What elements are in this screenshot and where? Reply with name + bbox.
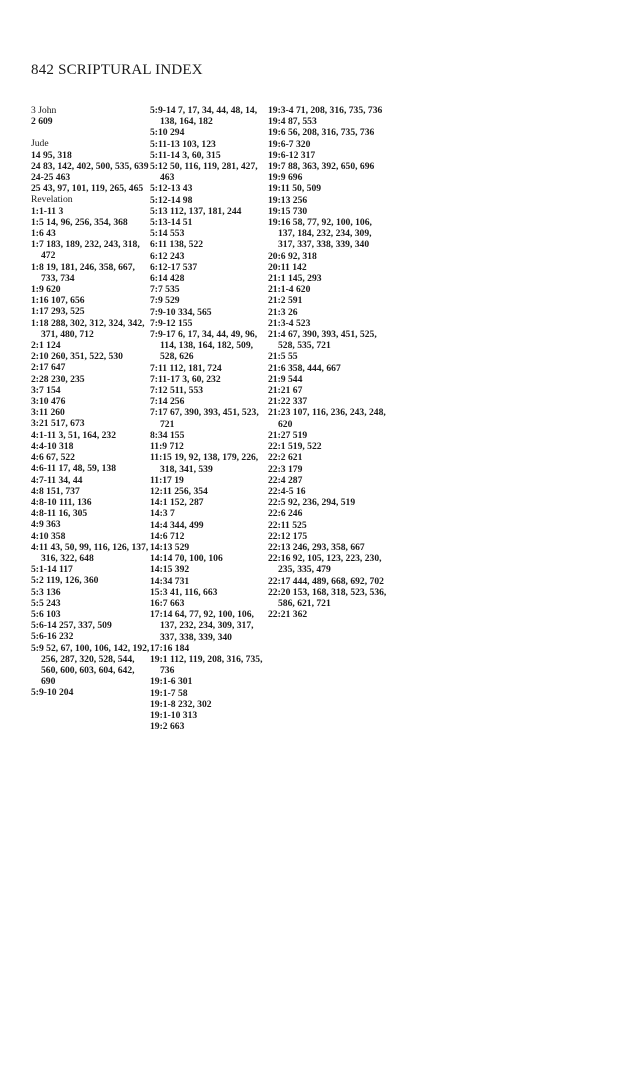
index-entry: 3:21 517, 673 <box>31 418 85 430</box>
index-entry: 21:9 544 <box>268 373 303 385</box>
index-entry: 21:1-4 620 <box>268 284 311 296</box>
index-entry: 14:13 529 <box>150 541 190 553</box>
index-entry: 21:1 145, 293 <box>268 273 322 285</box>
index-entry: 14:34 731 <box>150 575 190 587</box>
index-entry: 5:13 112, 137, 181, 244 <box>150 205 242 217</box>
index-entry: 22:20 153, 168, 318, 523, 536, 586, 621, 721 <box>268 586 387 609</box>
index-entry: 22:16 92, 105, 123, 223, 230, 235, 335, 479 <box>268 553 382 576</box>
index-column-2 <box>150 105 270 732</box>
index-entry: 1:9 620 <box>31 284 61 296</box>
index-entry: 14:14 70, 100, 106 <box>150 553 223 565</box>
index-entry: 4:8-10 111, 136 <box>31 496 92 508</box>
index-entry: 1:8 19, 181, 246, 358, 667, 733, 734 <box>31 261 135 284</box>
index-entry: 22:11 525 <box>268 519 307 531</box>
index-entry: 6:12 243 <box>150 250 185 262</box>
index-entry: 5:6-16 232 <box>31 631 74 643</box>
index-entry: 14:15 392 <box>150 564 190 576</box>
index-entry: 5:5 243 <box>31 597 61 609</box>
index-entry: 7:11 112, 181, 724 <box>150 362 222 374</box>
index-entry: 22:1 519, 522 <box>268 441 322 453</box>
index-entry: 20:11 142 <box>268 261 307 273</box>
index-entry: 5:9-14 7, 17, 34, 44, 48, 14, 138, 164, 182 <box>150 105 258 128</box>
index-entry: 14:1 152, 287 <box>150 497 204 509</box>
index-entry: 19:2 663 <box>150 721 185 733</box>
index-entry: 22:4-5 16 <box>268 485 306 497</box>
index-entry: 19:7 88, 363, 392, 650, 696 <box>268 161 375 173</box>
index-entry: 14:4 344, 499 <box>150 519 204 531</box>
index-entry: 7:12 511, 553 <box>150 385 204 397</box>
index-entry: 5:12-14 98 <box>150 194 193 206</box>
index-entry: 11:17 19 <box>150 474 184 486</box>
index-entry: 17:14 64, 77, 92, 100, 106, 137, 232, 234, 309, 317, 337, 338, 339, 340 <box>150 609 254 643</box>
section-gap <box>31 127 151 138</box>
index-entry: 22:4 287 <box>268 474 303 486</box>
index-entry: 8:34 155 <box>150 429 185 441</box>
index-entry: 5:14 553 <box>150 228 185 240</box>
index-entry: 24-25 463 <box>31 172 71 184</box>
index-entry: 3:7 154 <box>31 384 61 396</box>
index-entry: 5:10 294 <box>150 127 185 139</box>
index-entry: 19:9 696 <box>268 172 303 184</box>
index-entry: 6:11 138, 522 <box>150 239 204 251</box>
index-entry: 3:10 476 <box>31 396 66 408</box>
index-entry: 2 609 <box>31 116 53 128</box>
index-column-1 <box>31 105 151 699</box>
index-entry: 19:1-7 58 <box>150 687 188 699</box>
index-entry: 19:13 256 <box>268 194 308 206</box>
index-entry: 19:6-12 317 <box>268 149 316 161</box>
index-entry: 5:11-13 103, 123 <box>150 138 216 150</box>
index-entry: 20:6 92, 318 <box>268 250 317 262</box>
index-entry: 22:17 444, 489, 668, 692, 702 <box>268 575 384 587</box>
index-entry: 5:11-14 3, 60, 315 <box>150 149 221 161</box>
index-entry: 4:9 363 <box>31 519 61 531</box>
index-entry: 4:8 151, 737 <box>31 485 80 497</box>
index-entry: 14 95, 318 <box>31 149 72 161</box>
index-entry: 21:3 26 <box>268 306 298 318</box>
index-column-3 <box>268 105 388 620</box>
index-entry: 5:13-14 51 <box>150 217 193 229</box>
page-number: 842 <box>31 62 55 78</box>
index-entry: 21:4 67, 390, 393, 451, 525, 528, 535, 721 <box>268 329 377 352</box>
index-entry: 14:6 712 <box>150 530 185 542</box>
index-entry: 25 43, 97, 101, 119, 265, 465 <box>31 183 144 195</box>
index-entry: 1:1-11 3 <box>31 205 64 217</box>
index-entry: 11:9 712 <box>150 441 184 453</box>
index-entry: 7:14 256 <box>150 396 185 408</box>
index-entry: 2:10 260, 351, 522, 530 <box>31 351 123 363</box>
index-entry: 15:3 41, 116, 663 <box>150 586 218 598</box>
index-entry: 21:23 107, 116, 236, 243, 248, 620 <box>268 407 386 430</box>
index-entry: 19:16 58, 77, 92, 100, 106, 137, 184, 232, 234, 309, 317, 337, 338, 339, 340 <box>268 217 372 251</box>
index-entry: 5:1-14 117 <box>31 564 73 576</box>
book-heading: 3 John <box>31 105 57 116</box>
book-heading: Revelation <box>31 194 73 206</box>
book-heading: Jude <box>31 138 49 150</box>
index-entry: 16:7 663 <box>150 597 185 609</box>
index-entry: 2:1 124 <box>31 340 61 352</box>
index-entry: 12:11 256, 354 <box>150 485 208 497</box>
index-entry: 11:15 19, 92, 138, 179, 226, 318, 341, 539 <box>150 452 259 475</box>
index-entry: 1:6 43 <box>31 228 56 240</box>
index-entry: 21:5 55 <box>268 351 298 363</box>
index-entry: 21:21 67 <box>268 385 303 397</box>
index-entry: 21:2 591 <box>268 295 303 307</box>
index-entry: 5:12 50, 116, 119, 281, 427, 463 <box>150 161 258 184</box>
index-entry: 24 83, 142, 402, 500, 535, 639 <box>31 160 149 172</box>
index-entry: 19:15 730 <box>268 205 308 217</box>
index-entry: 19:11 50, 509 <box>268 183 322 195</box>
index-entry: 21:22 337 <box>268 396 308 408</box>
index-entry: 7:17 67, 390, 393, 451, 523, 721 <box>150 407 259 430</box>
index-entry: 22:13 246, 293, 358, 667 <box>268 541 365 553</box>
index-entry: 2:17 647 <box>31 362 66 374</box>
index-entry: 21:6 358, 444, 667 <box>268 362 341 374</box>
index-entry: 1:18 288, 302, 312, 324, 342, 371, 480, 712 <box>31 317 145 340</box>
index-entry: 4:8-11 16, 305 <box>31 508 88 520</box>
index-entry: 6:12-17 537 <box>150 261 198 273</box>
index-entry: 7:9 529 <box>150 295 180 307</box>
index-entry: 19:1-8 232, 302 <box>150 698 212 710</box>
index-entry: 6:14 428 <box>150 273 185 285</box>
index-entry: 22:2 621 <box>268 452 303 464</box>
index-entry: 22:6 246 <box>268 508 303 520</box>
index-entry: 22:5 92, 236, 294, 519 <box>268 497 356 509</box>
index-entry: 5:3 136 <box>31 586 61 598</box>
index-entry: 19:6 56, 208, 316, 735, 736 <box>268 127 375 139</box>
index-entry: 19:4 87, 553 <box>268 116 317 128</box>
index-entry: 14:3 7 <box>150 508 175 520</box>
index-entry: 19:1-10 313 <box>150 709 198 721</box>
index-entry: 7:11-17 3, 60, 232 <box>150 373 221 385</box>
index-entry: 17:16 184 <box>150 642 190 654</box>
index-entry: 3:11 260 <box>31 407 65 419</box>
index-entry: 4:1-11 3, 51, 164, 232 <box>31 429 117 441</box>
page-header <box>31 62 203 79</box>
index-entry: 7:9-10 334, 565 <box>150 306 212 318</box>
index-entry: 19:6-7 320 <box>268 138 311 150</box>
index-entry: 21:3-4 523 <box>268 317 311 329</box>
index-entry: 4:4-10 318 <box>31 440 74 452</box>
index-entry: 19:3-4 71, 208, 316, 735, 736 <box>268 105 383 116</box>
index-entry: 5:6-14 257, 337, 509 <box>31 620 112 632</box>
index-entry: 4:10 358 <box>31 530 66 542</box>
index-entry: 21:27 519 <box>268 429 308 441</box>
index-entry: 7:7 535 <box>150 284 180 296</box>
index-entry: 7:9-17 6, 17, 34, 44, 49, 96, 114, 138, 164, 182, 509, 528, 626 <box>150 329 258 363</box>
index-entry: 4:6-11 17, 48, 59, 138 <box>31 463 117 475</box>
index-entry: 4:11 43, 50, 99, 116, 126, 137, 316, 322, 648 <box>31 541 149 564</box>
index-entry: 1:16 107, 656 <box>31 295 85 307</box>
index-entry: 1:5 14, 96, 256, 354, 368 <box>31 216 128 228</box>
index-entry: 4:6 67, 522 <box>31 452 75 464</box>
index-entry: 22:21 362 <box>268 609 308 621</box>
index-entry: 1:17 293, 525 <box>31 306 85 318</box>
index-entry: 5:6 103 <box>31 608 61 620</box>
index-entry: 4:7-11 34, 44 <box>31 474 83 486</box>
index-entry: 5:12-13 43 <box>150 183 193 195</box>
index-entry: 19:1-6 301 <box>150 676 193 688</box>
index-entry: 2:28 230, 235 <box>31 373 85 385</box>
index-entry: 7:9-12 155 <box>150 317 193 329</box>
index-entry: 22:3 179 <box>268 463 303 475</box>
page-title: SCRIPTURAL INDEX <box>58 62 203 78</box>
index-entry: 1:7 183, 189, 232, 243, 318, 472 <box>31 239 140 262</box>
index-entry: 22:12 175 <box>268 530 308 542</box>
index-entry: 5:2 119, 126, 360 <box>31 575 99 587</box>
index-entry: 5:9 52, 67, 100, 106, 142, 192, 256, 287, 320, 528, 544, 560, 600, 603, 604, 642, 690 <box>31 642 150 688</box>
index-entry: 19:1 112, 119, 208, 316, 735, 736 <box>150 653 263 677</box>
index-entry: 5:9-10 204 <box>31 687 74 699</box>
